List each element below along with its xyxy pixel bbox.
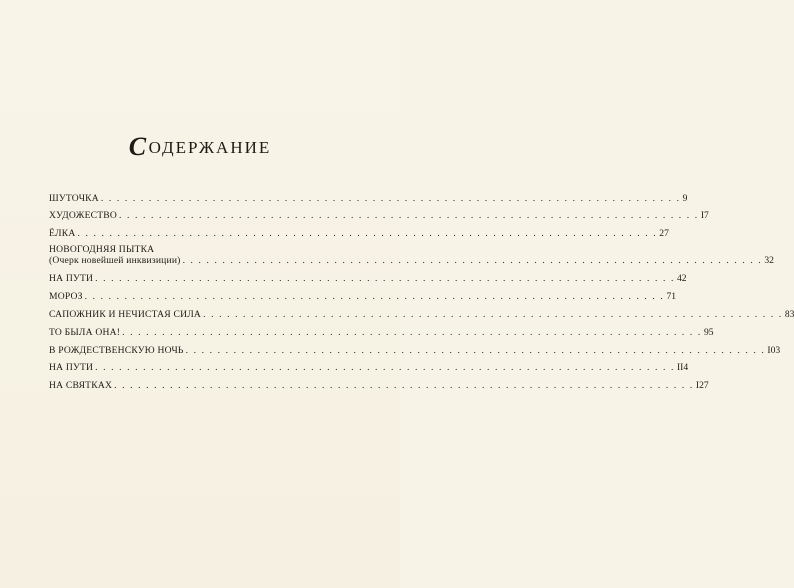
page-title — [0, 132, 400, 162]
toc-entry — [49, 309, 794, 320]
toc-entry-page: 42 — [676, 273, 687, 284]
toc-entry-title: САПОЖНИК И НЕЧИСТАЯ СИЛА — [49, 309, 202, 320]
toc-entry-title: НА ПУТИ — [49, 273, 94, 284]
toc-entry-page: I03 — [767, 345, 781, 356]
toc-entry — [49, 228, 669, 239]
toc-entry-page: 95 — [703, 327, 714, 338]
toc-entry-title-line1: НОВОГОДНЯЯ ПЫТКА — [49, 244, 155, 255]
toc-entry-page: 32 — [764, 255, 774, 266]
toc-entry-page: II4 — [676, 362, 689, 373]
toc-leader-dots: . . . . . . . . . . . . . . . . . . . . . . . . . . . . . . . . . . . . . . . . . . . . . . . . . . . . . . . . . . . . . . . . . . . . . . . . . — [119, 210, 699, 221]
toc-entry-title: ХУДОЖЕСТВО — [49, 210, 118, 221]
toc-entry-subtitle: (Очерк новейшей инквизиции) — [49, 255, 181, 266]
toc-entry-title: ШУТОЧКА — [49, 193, 99, 204]
toc-entry-page: 71 — [666, 291, 677, 302]
toc-leader-dots: . . . . . . . . . . . . . . . . . . . . . . . . . . . . . . . . . . . . . . . . . . . . . . . . . . . . . . . . . . . . . . . . . . . . . . . . . — [77, 228, 658, 239]
toc-leader-dots: . . . . . . . . . . . . . . . . . . . . . . . . . . . . . . . . . . . . . . . . . . . . . . . . . . . . . . . . . . . . . . . . . . . . . . . . . — [122, 327, 702, 338]
toc-leader-dots: . . . . . . . . . . . . . . . . . . . . . . . . . . . . . . . . . . . . . . . . . . . . . . . . . . . . . . . . . . . . . . . . . . . . . . . . . — [185, 345, 766, 356]
toc-entry — [49, 345, 781, 356]
toc-entry-page: 83 — [784, 309, 794, 320]
toc-leader-dots: . . . . . . . . . . . . . . . . . . . . . . . . . . . . . . . . . . . . . . . . . . . . . . . . . . . . . . . . . . . . . . . . . . . . . . . . . — [95, 273, 675, 284]
toc-entry — [49, 380, 709, 391]
toc-leader-dots: . . . . . . . . . . . . . . . . . . . . . . . . . . . . . . . . . . . . . . . . . . . . . . . . . . . . . . . . . . . . . . . . . . . . . . . . . — [100, 193, 681, 204]
toc-entry — [49, 327, 714, 338]
toc-entry-title: В РОЖДЕСТВЕНСКУЮ НОЧЬ — [49, 345, 184, 356]
toc-leader-dots: . . . . . . . . . . . . . . . . . . . . . . . . . . . . . . . . . . . . . . . . . . . . . . . . . . . . . . . . . . . . . . . . . . . . . . . . . — [95, 362, 675, 373]
toc-entry-page: I7 — [700, 210, 709, 221]
toc-leader-dots: . . . . . . . . . . . . . . . . . . . . . . . . . . . . . . . . . . . . . . . . . . . . . . . . . . . . . . . . . . . . . . . . . . . . . . . . . — [114, 380, 694, 391]
toc-entry-page: 9 — [682, 193, 688, 204]
title-text: ОДЕРЖАНИЕ — [148, 138, 272, 157]
toc-entry-title: ЁЛКА — [49, 228, 76, 239]
toc-leader-dots: . . . . . . . . . . . . . . . . . . . . . . . . . . . . . . . . . . . . . . . . . . . . . . . . . . . . . . . . . . . . . . . . . . . . . . . . . — [182, 255, 763, 266]
toc-leader-dots: . . . . . . . . . . . . . . . . . . . . . . . . . . . . . . . . . . . . . . . . . . . . . . . . . . . . . . . . . . . . . . . . . . . . . . . . . — [84, 291, 665, 302]
toc-entry-title: НА СВЯТКАХ — [49, 380, 113, 391]
toc-entry — [49, 273, 687, 284]
toc-entry-title: ТО БЫЛА ОНА! — [49, 327, 121, 338]
title-dropcap: С — [128, 132, 148, 161]
toc-entry — [49, 362, 689, 373]
toc-entry — [49, 193, 688, 204]
toc-entry — [49, 210, 709, 221]
toc-entry — [49, 244, 774, 266]
toc-entry-page: 27 — [659, 228, 669, 239]
toc-entry-title: НА ПУТИ — [49, 362, 94, 373]
toc-entry-title: МОРОЗ — [49, 291, 83, 302]
toc-leader-dots: . . . . . . . . . . . . . . . . . . . . . . . . . . . . . . . . . . . . . . . . . . . . . . . . . . . . . . . . . . . . . . . . . . . . . . . . . — [203, 309, 783, 320]
toc-entry — [49, 291, 677, 302]
toc-entry-page: I27 — [695, 380, 709, 391]
